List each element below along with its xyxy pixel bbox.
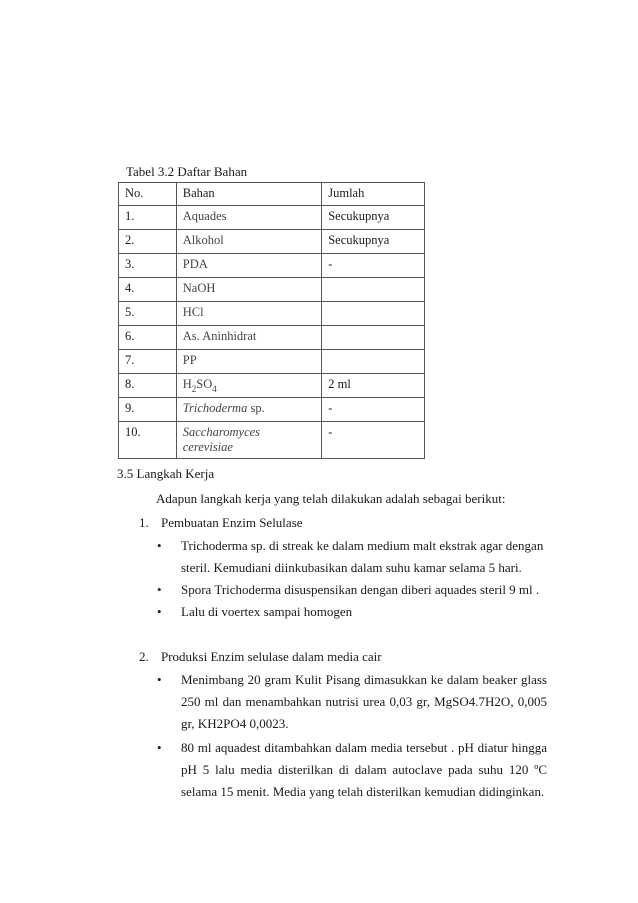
list-item-line: selama 15 menit. Media yang telah disterilkan kemudian didinginkan. (181, 784, 545, 799)
table-row (119, 254, 425, 278)
cell-bahan: As. Aninhidrat (176, 326, 321, 350)
cell-no: 6. (119, 326, 177, 350)
table-row (119, 230, 425, 254)
step-title-text: Pembuatan Enzim Selulase (161, 515, 303, 530)
cell-no: 9. (119, 398, 177, 422)
cell-jumlah: Secukupnya (322, 206, 425, 230)
bullet-icon: • (157, 582, 162, 597)
bullet-icon: • (157, 740, 162, 755)
list-item-line: Menimbang 20 gram Kulit Pisang dimasukkan ke dalam beaker glass (181, 672, 547, 687)
formula-sub-2: 2 (191, 384, 197, 394)
cell-no: 7. (119, 350, 177, 374)
cell-jumlah: - (322, 254, 425, 278)
cell-bahan: PDA (176, 254, 321, 278)
cell-no: 3. (119, 254, 177, 278)
step-number: 1. (139, 515, 149, 530)
formula-h: H (182, 377, 192, 391)
list-item-line: 250 ml dan menambahkan nutrisi urea 0,03 gr, MgSO4.7H2O, 0,005 (181, 694, 547, 709)
cell-no: 10. (119, 422, 177, 459)
cell-no: 5. (119, 302, 177, 326)
species-line-2: cerevisiae (182, 440, 233, 454)
list-item-line: Trichoderma sp. di streak ke dalam medium malt ekstrak agar dengan (181, 538, 544, 553)
table-row (119, 278, 425, 302)
species-name: Trichoderma (182, 401, 248, 415)
cell-no: 1. (119, 206, 177, 230)
species-suffix: sp. (247, 401, 265, 415)
table-caption: Tabel 3.2 Daftar Bahan (126, 164, 248, 179)
cell-bahan (176, 422, 321, 459)
step-title-text: Produksi Enzim selulase dalam media cair (161, 649, 382, 664)
cell-no: 4. (119, 278, 177, 302)
materials-table (118, 182, 425, 459)
step-title (139, 514, 303, 532)
table-row (119, 350, 425, 374)
list-item-line: Lalu di voertex sampai homogen (181, 604, 353, 619)
header-jumlah: Jumlah (322, 183, 425, 206)
cell-jumlah (322, 350, 425, 374)
table-row (119, 326, 425, 350)
cell-bahan (176, 374, 321, 398)
table-row (119, 302, 425, 326)
header-no: No. (119, 183, 177, 206)
species-line-1: Saccharomyces (182, 425, 261, 439)
cell-jumlah: - (322, 398, 425, 422)
list-item-line: gr, KH2PO4 0,0023. (181, 716, 289, 731)
formula-so: SO (196, 377, 213, 391)
table-row (119, 206, 425, 230)
section-heading: 3.5 Langkah Kerja (117, 466, 215, 481)
cell-no: 8. (119, 374, 177, 398)
list-item-line: Spora Trichoderma disuspensikan dengan diberi aquades steril 9 ml . (181, 582, 540, 597)
list-item-line: 80 ml aquadest ditambahkan dalam media tersebut . pH diatur hingga (181, 740, 547, 755)
cell-jumlah: Secukupnya (322, 230, 425, 254)
cell-bahan: NaOH (176, 278, 321, 302)
section-intro: Adapun langkah kerja yang telah dilakukan adalah sebagai berikut: (156, 491, 506, 506)
cell-no: 2. (119, 230, 177, 254)
header-bahan: Bahan (176, 183, 321, 206)
cell-bahan: PP (176, 350, 321, 374)
cell-bahan: Aquades (176, 206, 321, 230)
step-number: 2. (139, 649, 149, 664)
list-item-line: steril. Kemudiani diinkubasikan dalam suhu kamar selama 5 hari. (181, 560, 522, 575)
table-row (119, 398, 425, 422)
cell-jumlah (322, 278, 425, 302)
table-row (119, 374, 425, 398)
cell-bahan (176, 398, 321, 422)
step-title (139, 648, 382, 666)
cell-bahan: Alkohol (176, 230, 321, 254)
table-header-row (119, 183, 425, 206)
cell-bahan: HCl (176, 302, 321, 326)
table-row (119, 422, 425, 459)
formula-sub-4: 4 (212, 384, 217, 394)
list-item-line: pH 5 lalu media disterilkan di dalam autoclave pada suhu 120 ºC (181, 762, 547, 777)
cell-jumlah (322, 326, 425, 350)
cell-jumlah (322, 302, 425, 326)
bullet-icon: • (157, 538, 162, 553)
cell-jumlah: 2 ml (322, 374, 425, 398)
cell-jumlah: - (322, 422, 425, 459)
bullet-icon: • (157, 672, 162, 687)
bullet-icon: • (157, 604, 162, 619)
